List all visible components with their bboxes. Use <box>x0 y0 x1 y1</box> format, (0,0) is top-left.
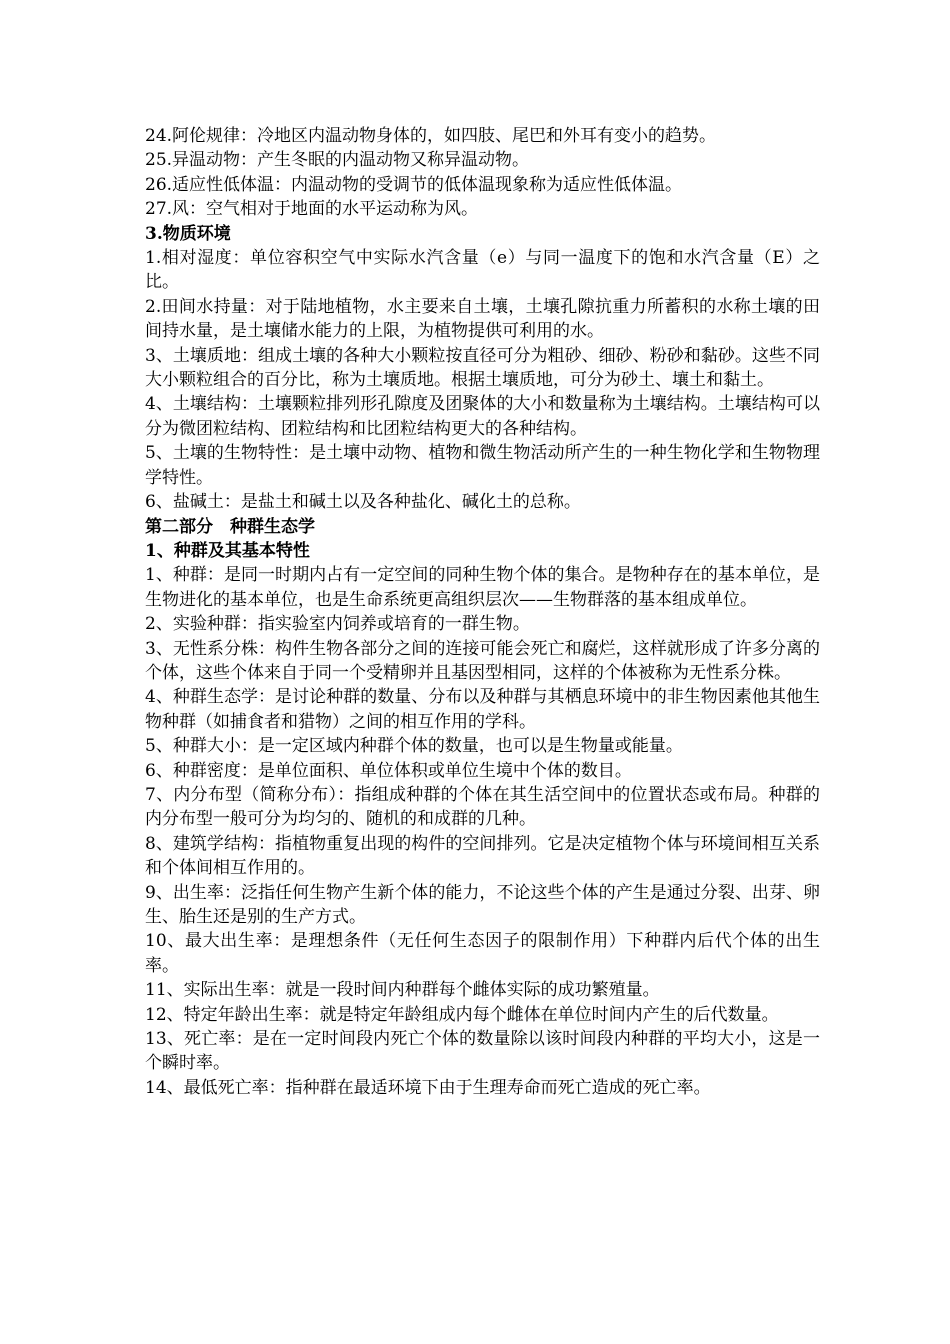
paragraph-25: 25.异温动物：产生冬眠的内温动物又称异温动物。 <box>145 150 530 171</box>
paragraph-distribution-pattern: 7、内分布型（简称分布）：指组成种群的个体在其生活空间中的位置状态或布局。种群的内分布型一般可分为均匀的、随机的和成群的几种。 <box>145 784 820 830</box>
paragraph-26: 26.适应性低体温：内温动物的受调节的低体温现象称为适应性低体温。 <box>145 174 683 195</box>
paragraph-age-specific-natality: 12、特定年龄出生率：就是特定年龄组成内每个雌体在单位时间内产生的后代数量。 <box>145 1004 779 1025</box>
paragraph-mortality: 13、死亡率：是在一定时间段内死亡个体的数量除以该时间段内种群的平均大小，这是一个瞬时率。 <box>145 1029 820 1074</box>
paragraph-27: 27.风：空气相对于地面的水平运动称为风。 <box>145 199 479 220</box>
heading-part-two: 第二部分 种群生态学 <box>145 516 315 537</box>
heading-population-basics: 1、种群及其基本特性 <box>145 540 310 561</box>
paragraph-architecture: 8、建筑学结构：指植物重复出现的构件的空间排列。它是决定植物个体与环境间相互关系和个体间相互作用的。 <box>145 833 820 879</box>
paragraph-realized-natality: 11、实际出生率：就是一段时间内种群每个雌体实际的成功繁殖量。 <box>145 980 660 1001</box>
paragraph-field-capacity: 2.田间水持量：对于陆地植物，水主要来自土壤，土壤孔隙抗重力所蓄积的水称土壤的田间持水量，是土壤储水能力的上限，为植物提供可利用的水。 <box>145 296 820 342</box>
paragraph-population-ecology: 4、种群生态学：是讨论种群的数量、分布以及种群与其栖息环境中的非生物因素他其他生物种群（如捕食者和猎物）之间的相互作用的学科。 <box>145 687 820 732</box>
paragraph-population: 1、种群：是同一时期内占有一定空间的同种生物个体的集合。是物种存在的基本单位，是生物进化的基本单位，也是生命系统更高组织层次——生物群落的基本组成单位。 <box>145 565 820 610</box>
paragraph-population-density: 6、种群密度：是单位面积、单位体积或单位生境中个体的数目。 <box>145 760 632 781</box>
paragraph-natality: 9、出生率：泛指任何生物产生新个体的能力，不论这些个体的产生是通过分裂、出芽、卵生、胎生还是别的生产方式。 <box>145 882 820 927</box>
heading-material-environment: 3.物质环境 <box>145 223 231 244</box>
paragraph-24: 24.阿伦规律：冷地区内温动物身体的，如四肢、尾巴和外耳有变小的趋势。 <box>145 126 717 146</box>
paragraph-soil-biology: 5、土壤的生物特性：是土壤中动物、植物和微生物活动所产生的一种生物化学和生物物理学特性。 <box>145 443 820 488</box>
paragraph-ramet: 3、无性系分株：构件生物各部分之间的连接可能会死亡和腐烂，这样就形成了许多分离的个体，这些个体来自于同一个受精卵并且基因型相同，这样的个体被称为无性系分株。 <box>145 638 820 683</box>
paragraph-max-natality: 10、最大出生率：是理想条件（无任何生态因子的限制作用）下种群内后代个体的出生率。 <box>145 931 820 976</box>
paragraph-relative-humidity: 1.相对湿度：单位容积空气中实际水汽含量（e）与同一温度下的饱和水汽含量（E）之比。 <box>145 248 820 293</box>
paragraph-soil-structure: 4、土壤结构：土壤颗粒排列形孔隙度及团聚体的大小和数量称为土壤结构。土壤结构可以分为微团粒结构、团粒结构和比团粒结构更大的各种结构。 <box>145 394 820 439</box>
document-page <box>145 124 820 1100</box>
paragraph-min-mortality: 14、最低死亡率：指种群在最适环境下由于生理寿命而死亡造成的死亡率。 <box>145 1077 711 1098</box>
paragraph-soil-texture: 3、土壤质地：组成土壤的各种大小颗粒按直径可分为粗砂、细砂、粉砂和黏砂。这些不同大小颗粒组合的百分比，称为土壤质地。根据土壤质地，可分为砂土、壤土和黏土。 <box>145 345 820 391</box>
paragraph-population-size: 5、种群大小：是一定区域内种群个体的数量，也可以是生物量或能量。 <box>145 736 683 757</box>
paragraph-saline-soil: 6、盐碱土：是盐土和碱土以及各种盐化、碱化土的总称。 <box>145 492 581 513</box>
paragraph-experimental-population: 2、实验种群：指实验室内饲养或培育的一群生物。 <box>145 614 530 635</box>
